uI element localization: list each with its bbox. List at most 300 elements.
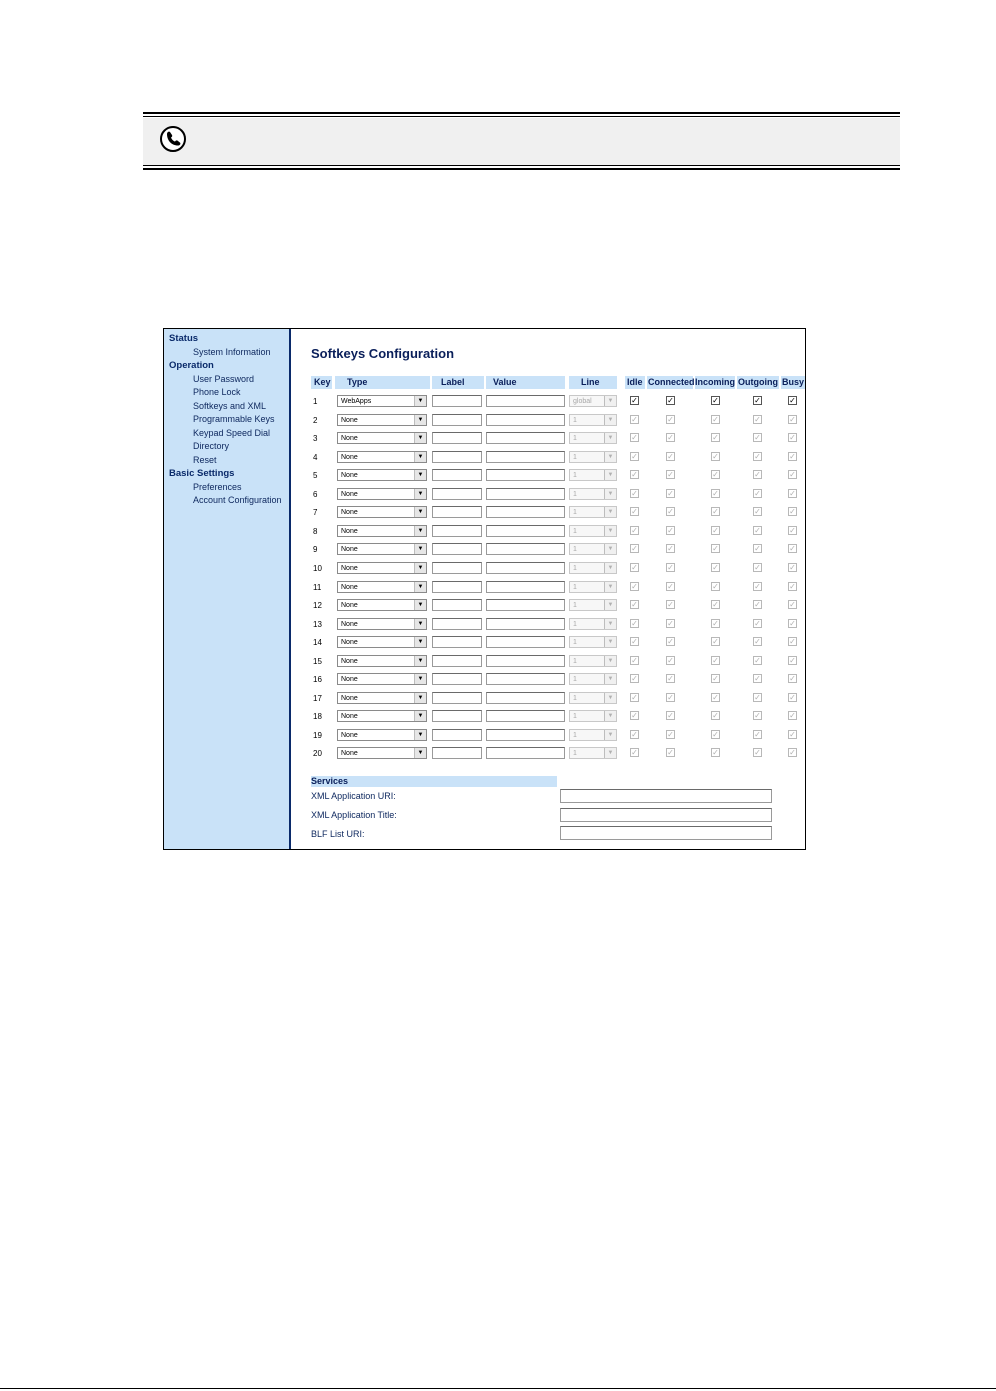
outgoing-checkbox[interactable]: ✓ (754, 433, 761, 443)
key-number: 5 (313, 471, 318, 481)
idle-checkbox[interactable]: ✓ (631, 525, 638, 535)
chevron-down-icon[interactable]: ▼ (414, 415, 426, 425)
chevron-down-icon[interactable]: ▼ (604, 433, 616, 443)
line-select[interactable] (569, 432, 617, 444)
idle-checkbox[interactable]: ✓ (631, 544, 638, 554)
outgoing-checkbox[interactable]: ✓ (754, 470, 761, 480)
blf-list-uri-label: BLF List URI: (311, 829, 365, 839)
label-input[interactable] (432, 525, 482, 537)
nav-section-basic-settings[interactable]: Basic Settings (169, 468, 235, 479)
chevron-down-icon[interactable]: ▼ (414, 711, 426, 721)
sidebar-item-user-password[interactable]: User Password (193, 373, 255, 384)
type-select-value: None (341, 694, 358, 702)
table-row (291, 654, 805, 672)
table-row (291, 394, 805, 412)
connected-checkbox[interactable]: ✓ (667, 711, 674, 721)
label-input[interactable] (432, 488, 482, 500)
outgoing-checkbox[interactable]: ✓ (754, 600, 761, 610)
busy-checkbox[interactable]: ✓ (789, 488, 796, 498)
busy-checkbox[interactable]: ✓ (789, 674, 796, 684)
line-select-value: 1 (573, 694, 577, 702)
chevron-down-icon[interactable]: ▼ (604, 637, 616, 647)
idle-checkbox[interactable]: ✓ (631, 637, 638, 647)
type-select[interactable] (337, 581, 427, 593)
table-row (291, 746, 805, 764)
type-select-value: None (341, 490, 358, 498)
type-select-value: None (341, 435, 358, 443)
outgoing-checkbox[interactable]: ✓ (754, 618, 761, 628)
chevron-down-icon[interactable]: ▼ (414, 600, 426, 610)
incoming-checkbox[interactable]: ✓ (712, 729, 719, 739)
type-select[interactable] (337, 488, 427, 500)
idle-checkbox[interactable]: ✓ (631, 692, 638, 702)
outgoing-checkbox[interactable]: ✓ (754, 711, 761, 721)
column-key-label: Key (314, 377, 331, 387)
chevron-down-icon[interactable]: ▼ (414, 544, 426, 554)
services-header: Services (311, 776, 557, 787)
value-input[interactable] (486, 488, 565, 500)
line-select-value: 1 (573, 416, 577, 424)
chevron-down-icon[interactable]: ▼ (414, 656, 426, 666)
value-input[interactable] (486, 562, 565, 574)
idle-checkbox[interactable]: ✓ (631, 414, 638, 424)
label-input[interactable] (432, 729, 482, 741)
label-input[interactable] (432, 655, 482, 667)
incoming-checkbox[interactable]: ✓ (712, 414, 719, 424)
incoming-checkbox[interactable]: ✓ (712, 562, 719, 572)
chevron-down-icon[interactable]: ▼ (414, 507, 426, 517)
label-input[interactable] (432, 692, 482, 704)
incoming-checkbox[interactable]: ✓ (712, 581, 719, 591)
value-input[interactable] (486, 599, 565, 611)
chevron-down-icon[interactable]: ▼ (604, 711, 616, 721)
chevron-down-icon[interactable]: ▼ (604, 526, 616, 536)
column-header-connected (647, 376, 693, 389)
label-input[interactable] (432, 506, 482, 518)
label-input[interactable] (432, 636, 482, 648)
connected-checkbox[interactable]: ✓ (667, 581, 674, 591)
incoming-checkbox[interactable]: ✓ (712, 507, 719, 517)
line-select[interactable] (569, 599, 617, 611)
line-select[interactable] (569, 655, 617, 667)
value-input[interactable] (486, 525, 565, 537)
chevron-down-icon[interactable]: ▼ (414, 674, 426, 684)
incoming-checkbox[interactable]: ✓ (712, 618, 719, 628)
type-select-value: None (341, 676, 358, 684)
value-input[interactable] (486, 636, 565, 648)
type-select[interactable] (337, 673, 427, 685)
chevron-down-icon[interactable]: ▼ (604, 452, 616, 462)
chevron-down-icon[interactable]: ▼ (604, 730, 616, 740)
connected-checkbox[interactable]: ✓ (667, 600, 674, 610)
label-input[interactable] (432, 395, 482, 407)
note-rule-top (143, 112, 900, 114)
chevron-down-icon[interactable]: ▼ (414, 526, 426, 536)
table-row (291, 691, 805, 709)
connected-checkbox[interactable]: ✓ (667, 414, 674, 424)
line-select[interactable] (569, 543, 617, 555)
xml-application-uri-label: XML Application URI: (311, 791, 396, 801)
key-number: 16 (313, 675, 322, 685)
label-input[interactable] (432, 451, 482, 463)
line-select[interactable] (569, 469, 617, 481)
line-select-value: 1 (573, 546, 577, 554)
chevron-down-icon[interactable]: ▼ (414, 452, 426, 462)
incoming-checkbox[interactable]: ✓ (712, 692, 719, 702)
chevron-down-icon[interactable]: ▼ (414, 489, 426, 499)
idle-checkbox[interactable]: ✓ (631, 711, 638, 721)
line-select-value: 1 (573, 657, 577, 665)
key-number: 19 (313, 730, 322, 740)
line-select-value: 1 (573, 490, 577, 498)
chevron-down-icon[interactable]: ▼ (604, 748, 616, 758)
connected-checkbox[interactable]: ✓ (667, 470, 674, 480)
type-select[interactable] (337, 636, 427, 648)
key-number: 6 (313, 489, 318, 499)
value-input[interactable] (486, 432, 565, 444)
table-row (291, 580, 805, 598)
outgoing-checkbox[interactable]: ✓ (754, 729, 761, 739)
idle-checkbox[interactable]: ✓ (631, 674, 638, 684)
busy-checkbox[interactable]: ✓ (789, 470, 796, 480)
busy-checkbox[interactable]: ✓ (789, 655, 796, 665)
sidebar-item-phone-lock[interactable]: Phone Lock (193, 387, 241, 397)
line-select[interactable] (569, 747, 617, 759)
chevron-down-icon[interactable]: ▼ (414, 470, 426, 480)
sidebar-item-preferences[interactable]: Preferences (193, 481, 242, 492)
value-input[interactable] (486, 673, 565, 685)
idle-checkbox[interactable]: ✓ (631, 562, 638, 572)
blf-list-uri-input[interactable] (560, 826, 772, 840)
busy-checkbox[interactable]: ✓ (789, 618, 796, 628)
note-bar (143, 112, 900, 170)
line-select-value: 1 (573, 713, 577, 721)
chevron-down-icon[interactable]: ▼ (414, 396, 426, 406)
value-input[interactable] (486, 655, 565, 667)
chevron-down-icon[interactable]: ▼ (604, 582, 616, 592)
value-input[interactable] (486, 451, 565, 463)
chevron-down-icon[interactable]: ▼ (604, 470, 616, 480)
nav-section-operation[interactable]: Operation (169, 360, 214, 371)
web-ui-frame (163, 328, 806, 850)
type-select[interactable] (337, 710, 427, 722)
connected-checkbox[interactable]: ✓ (667, 692, 674, 702)
key-number: 17 (313, 693, 322, 703)
outgoing-checkbox[interactable]: ✓ (754, 692, 761, 702)
line-select[interactable] (569, 636, 617, 648)
column-header-incoming (695, 376, 735, 389)
busy-checkbox[interactable]: ✓ (789, 525, 796, 535)
sidebar-item-account-configuration[interactable]: Account Configuration (193, 495, 282, 505)
idle-checkbox[interactable]: ✓ (631, 748, 638, 758)
busy-checkbox[interactable]: ✓ (789, 507, 796, 517)
outgoing-checkbox[interactable]: ✓ (754, 637, 761, 647)
connected-checkbox[interactable]: ✓ (667, 451, 674, 461)
connected-checkbox[interactable]: ✓ (667, 544, 674, 554)
connected-checkbox[interactable]: ✓ (667, 433, 674, 443)
value-input[interactable] (486, 395, 565, 407)
connected-checkbox[interactable]: ✓ (667, 525, 674, 535)
idle-checkbox[interactable]: ✓ (631, 470, 638, 480)
main-panel (291, 329, 805, 849)
type-select[interactable] (337, 618, 427, 630)
table-row (291, 431, 805, 449)
outgoing-checkbox[interactable]: ✓ (754, 748, 761, 758)
incoming-checkbox[interactable]: ✓ (712, 711, 719, 721)
connected-checkbox[interactable]: ✓ (667, 618, 674, 628)
type-select-value: None (341, 731, 358, 739)
outgoing-checkbox[interactable]: ✓ (754, 674, 761, 684)
incoming-checkbox[interactable]: ✓ (712, 655, 719, 665)
outgoing-checkbox[interactable]: ✓ (754, 525, 761, 535)
type-select[interactable] (337, 692, 427, 704)
connected-checkbox[interactable]: ✓ (667, 488, 674, 498)
chevron-down-icon[interactable]: ▼ (604, 563, 616, 573)
chevron-down-icon[interactable]: ▼ (414, 563, 426, 573)
xml-application-uri-input[interactable] (560, 789, 772, 803)
outgoing-checkbox[interactable]: ✓ (754, 414, 761, 424)
column-connected-label: Connected (648, 377, 695, 387)
key-number: 12 (313, 601, 322, 611)
busy-checkbox[interactable]: ✓ (789, 581, 796, 591)
line-select[interactable] (569, 414, 617, 426)
incoming-checkbox[interactable]: ✓ (712, 748, 719, 758)
label-input[interactable] (432, 599, 482, 611)
label-input[interactable] (432, 618, 482, 630)
type-select[interactable] (337, 469, 427, 481)
busy-checkbox[interactable]: ✓ (789, 711, 796, 721)
label-input[interactable] (432, 432, 482, 444)
table-row (291, 635, 805, 653)
chevron-down-icon[interactable]: ▼ (604, 693, 616, 703)
label-input[interactable] (432, 581, 482, 593)
column-value-label: Value (493, 377, 517, 387)
busy-checkbox[interactable]: ✓ (789, 414, 796, 424)
busy-checkbox[interactable]: ✓ (789, 544, 796, 554)
incoming-checkbox[interactable]: ✓ (712, 396, 719, 405)
sidebar-item-directory[interactable]: Directory (193, 441, 230, 451)
connected-checkbox[interactable]: ✓ (667, 396, 674, 405)
busy-checkbox[interactable]: ✓ (789, 637, 796, 647)
table-row (291, 542, 805, 560)
type-select-value: None (341, 472, 358, 480)
incoming-checkbox[interactable]: ✓ (712, 674, 719, 684)
incoming-checkbox[interactable]: ✓ (712, 525, 719, 535)
value-input[interactable] (486, 729, 565, 741)
line-select[interactable] (569, 618, 617, 630)
column-busy-label: Busy (782, 377, 805, 387)
incoming-checkbox[interactable]: ✓ (712, 433, 719, 443)
table-row (291, 450, 805, 468)
connected-checkbox[interactable]: ✓ (667, 562, 674, 572)
column-header-key (311, 376, 332, 389)
idle-checkbox[interactable]: ✓ (631, 507, 638, 517)
line-select[interactable] (569, 395, 617, 407)
busy-checkbox[interactable]: ✓ (789, 451, 796, 461)
column-line-label: Line (581, 377, 600, 387)
outgoing-checkbox[interactable]: ✓ (754, 396, 761, 405)
note-rule-top-thin (143, 116, 900, 117)
key-number: 14 (313, 638, 322, 648)
busy-checkbox[interactable]: ✓ (789, 562, 796, 572)
type-select-value: WebApps (341, 398, 372, 405)
value-input[interactable] (486, 747, 565, 759)
outgoing-checkbox[interactable]: ✓ (754, 544, 761, 554)
line-select-value: 1 (573, 750, 577, 758)
incoming-checkbox[interactable]: ✓ (712, 488, 719, 498)
type-select-value: None (341, 453, 358, 461)
connected-checkbox[interactable]: ✓ (667, 674, 674, 684)
busy-checkbox[interactable]: ✓ (789, 433, 796, 443)
line-select[interactable] (569, 692, 617, 704)
key-number: 13 (313, 619, 322, 629)
outgoing-checkbox[interactable]: ✓ (754, 562, 761, 572)
sidebar-item-system-information[interactable]: System Information (193, 346, 271, 357)
line-select[interactable] (569, 581, 617, 593)
line-select[interactable] (569, 451, 617, 463)
type-select[interactable] (337, 506, 427, 518)
line-select-value: 1 (573, 731, 577, 739)
type-select[interactable] (337, 747, 427, 759)
line-select[interactable] (569, 525, 617, 537)
chevron-down-icon[interactable]: ▼ (414, 730, 426, 740)
label-input[interactable] (432, 543, 482, 555)
type-select[interactable] (337, 451, 427, 463)
chevron-down-icon[interactable]: ▼ (414, 582, 426, 592)
xml-application-title-input[interactable] (560, 808, 772, 822)
table-row (291, 487, 805, 505)
line-select[interactable] (569, 729, 617, 741)
value-input[interactable] (486, 618, 565, 630)
busy-checkbox[interactable]: ✓ (789, 600, 796, 610)
type-select[interactable] (337, 414, 427, 426)
line-select[interactable] (569, 562, 617, 574)
outgoing-checkbox[interactable]: ✓ (754, 451, 761, 461)
idle-checkbox[interactable]: ✓ (631, 655, 638, 665)
outgoing-checkbox[interactable]: ✓ (754, 655, 761, 665)
sidebar-item-softkeys-and-xml[interactable]: Softkeys and XML (193, 400, 267, 411)
incoming-checkbox[interactable]: ✓ (712, 544, 719, 554)
chevron-down-icon[interactable]: ▼ (414, 619, 426, 629)
chevron-down-icon[interactable]: ▼ (604, 396, 616, 406)
label-input[interactable] (432, 469, 482, 481)
chevron-down-icon[interactable]: ▼ (414, 748, 426, 758)
value-input[interactable] (486, 581, 565, 593)
label-input[interactable] (432, 747, 482, 759)
idle-checkbox[interactable]: ✓ (631, 451, 638, 461)
line-select[interactable] (569, 710, 617, 722)
sidebar-item-reset[interactable]: Reset (193, 454, 217, 465)
value-input[interactable] (486, 692, 565, 704)
incoming-checkbox[interactable]: ✓ (712, 470, 719, 480)
idle-checkbox[interactable]: ✓ (631, 396, 638, 405)
value-input[interactable] (486, 543, 565, 555)
value-input[interactable] (486, 414, 565, 426)
label-input[interactable] (432, 673, 482, 685)
line-select-value: 1 (573, 527, 577, 535)
label-input[interactable] (432, 414, 482, 426)
chevron-down-icon[interactable]: ▼ (604, 619, 616, 629)
key-number: 10 (313, 563, 322, 573)
value-input[interactable] (486, 710, 565, 722)
chevron-down-icon[interactable]: ▼ (604, 544, 616, 554)
type-select-value: None (341, 583, 358, 591)
page-footer-rule (0, 1388, 996, 1389)
busy-checkbox[interactable]: ✓ (789, 396, 796, 405)
idle-checkbox[interactable]: ✓ (631, 618, 638, 628)
key-number: 7 (313, 508, 318, 518)
column-outgoing-label: Outgoing (738, 377, 778, 387)
label-input[interactable] (432, 710, 482, 722)
sidebar-item-keypad-speed-dial[interactable]: Keypad Speed Dial (193, 427, 271, 438)
outgoing-checkbox[interactable]: ✓ (754, 488, 761, 498)
chevron-down-icon[interactable]: ▼ (414, 433, 426, 443)
chevron-down-icon[interactable]: ▼ (414, 693, 426, 703)
chevron-down-icon[interactable]: ▼ (414, 637, 426, 647)
type-select[interactable] (337, 599, 427, 611)
chevron-down-icon[interactable]: ▼ (604, 656, 616, 666)
type-select[interactable] (337, 543, 427, 555)
type-select[interactable] (337, 655, 427, 667)
type-select[interactable] (337, 525, 427, 537)
key-number: 18 (313, 712, 322, 722)
connected-checkbox[interactable]: ✓ (667, 748, 674, 758)
idle-checkbox[interactable]: ✓ (631, 581, 638, 591)
busy-checkbox[interactable]: ✓ (789, 692, 796, 702)
type-select[interactable] (337, 562, 427, 574)
outgoing-checkbox[interactable]: ✓ (754, 581, 761, 591)
type-select-value: None (341, 509, 358, 517)
incoming-checkbox[interactable]: ✓ (712, 451, 719, 461)
chevron-down-icon[interactable]: ▼ (604, 674, 616, 684)
label-input[interactable] (432, 562, 482, 574)
busy-checkbox[interactable]: ✓ (789, 729, 796, 739)
connected-checkbox[interactable]: ✓ (667, 729, 674, 739)
connected-checkbox[interactable]: ✓ (667, 507, 674, 517)
sidebar-item-programmable-keys[interactable]: Programmable Keys (193, 414, 275, 424)
value-input[interactable] (486, 506, 565, 518)
line-select[interactable] (569, 506, 617, 518)
key-number: 20 (313, 749, 322, 759)
type-select[interactable] (337, 395, 427, 407)
chevron-down-icon[interactable]: ▼ (604, 600, 616, 610)
busy-checkbox[interactable]: ✓ (789, 748, 796, 758)
type-select-value: None (341, 750, 358, 758)
table-row (291, 413, 805, 431)
chevron-down-icon[interactable]: ▼ (604, 489, 616, 499)
line-select[interactable] (569, 488, 617, 500)
note-rule-bottom (143, 168, 900, 170)
outgoing-checkbox[interactable]: ✓ (754, 507, 761, 517)
type-select[interactable] (337, 729, 427, 741)
idle-checkbox[interactable]: ✓ (631, 600, 638, 610)
connected-checkbox[interactable]: ✓ (667, 637, 674, 647)
line-select[interactable] (569, 673, 617, 685)
connected-checkbox[interactable]: ✓ (667, 655, 674, 665)
idle-checkbox[interactable]: ✓ (631, 729, 638, 739)
idle-checkbox[interactable]: ✓ (631, 433, 638, 443)
column-header-busy (781, 376, 805, 389)
value-input[interactable] (486, 469, 565, 481)
incoming-checkbox[interactable]: ✓ (712, 637, 719, 647)
idle-checkbox[interactable]: ✓ (631, 488, 638, 498)
nav-section-status[interactable]: Status (169, 333, 199, 344)
chevron-down-icon[interactable]: ▼ (604, 507, 616, 517)
chevron-down-icon[interactable]: ▼ (604, 415, 616, 425)
incoming-checkbox[interactable]: ✓ (712, 600, 719, 610)
table-row (291, 468, 805, 486)
type-select[interactable] (337, 432, 427, 444)
